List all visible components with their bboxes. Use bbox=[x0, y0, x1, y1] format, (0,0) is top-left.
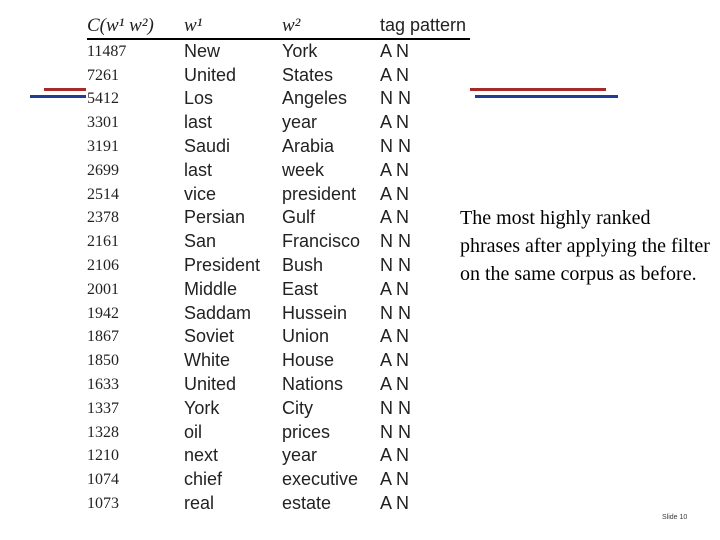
cell-tag: A N bbox=[380, 40, 410, 61]
slide-caption: The most highly ranked phrases after applying the filter on the same corpus as before. bbox=[460, 207, 710, 285]
cell-w1: last bbox=[184, 159, 213, 180]
cell-tag: N N bbox=[380, 254, 411, 275]
cell-count: 1850 bbox=[87, 352, 119, 370]
cell-w2: Hussein bbox=[282, 302, 348, 323]
cell-count: 2514 bbox=[87, 185, 119, 203]
cell-w2: York bbox=[282, 40, 318, 61]
header-w1: w¹ bbox=[184, 15, 203, 36]
cell-count: 1942 bbox=[87, 304, 119, 322]
cell-w2: States bbox=[282, 64, 334, 85]
cell-w1: White bbox=[184, 350, 231, 371]
header-tag-pattern: tag pattern bbox=[380, 15, 467, 35]
right-blue-rule bbox=[475, 95, 618, 98]
cell-w2: executive bbox=[282, 469, 359, 490]
cell-w1: Middle bbox=[184, 278, 238, 299]
cell-w1: Persian bbox=[184, 207, 246, 228]
cell-w1: Soviet bbox=[184, 326, 235, 347]
cell-count: 2378 bbox=[87, 209, 119, 227]
table-row bbox=[87, 230, 470, 254]
cell-w2: Angeles bbox=[282, 88, 348, 109]
cell-tag: A N bbox=[380, 350, 410, 371]
cell-w2: Francisco bbox=[282, 231, 361, 252]
cell-count: 5412 bbox=[87, 90, 119, 108]
cell-w2: Arabia bbox=[282, 135, 335, 156]
cell-tag: N N bbox=[380, 231, 411, 252]
cell-w2: House bbox=[282, 350, 335, 371]
cell-w2: Bush bbox=[282, 254, 324, 275]
cell-w1: York bbox=[184, 397, 220, 418]
left-blue-rule bbox=[30, 95, 86, 98]
slide-number: Slide 10 bbox=[662, 514, 688, 521]
cell-w2: president bbox=[282, 183, 357, 204]
cell-w1: oil bbox=[184, 421, 203, 442]
table-row bbox=[87, 39, 470, 64]
cell-w2: City bbox=[282, 397, 313, 418]
cell-tag: A N bbox=[380, 469, 410, 490]
cell-w2: Nations bbox=[282, 373, 344, 394]
cell-w2: Union bbox=[282, 326, 330, 347]
cell-w2: week bbox=[282, 159, 325, 180]
cell-w1: chief bbox=[184, 469, 223, 490]
cell-tag: A N bbox=[380, 207, 410, 228]
left-red-rule bbox=[44, 88, 86, 91]
cell-w1: New bbox=[184, 40, 221, 61]
table-row bbox=[87, 302, 470, 326]
cell-tag: N N bbox=[380, 88, 411, 109]
cell-w2: prices bbox=[282, 421, 331, 442]
cell-w1: Saddam bbox=[184, 302, 252, 323]
cell-w1: next bbox=[184, 445, 219, 466]
cell-count: 1074 bbox=[87, 471, 119, 489]
cell-tag: N N bbox=[380, 302, 411, 323]
cell-w1: vice bbox=[184, 183, 217, 204]
cell-tag: A N bbox=[380, 183, 410, 204]
phrase-table-container bbox=[87, 14, 470, 516]
cell-count: 11487 bbox=[87, 42, 127, 60]
cell-tag: A N bbox=[380, 159, 410, 180]
cell-w2: year bbox=[282, 112, 318, 133]
cell-tag: A N bbox=[380, 112, 410, 133]
table-row bbox=[87, 468, 470, 492]
cell-tag: A N bbox=[380, 445, 410, 466]
cell-w2: year bbox=[282, 445, 318, 466]
table-row bbox=[87, 159, 470, 183]
cell-tag: N N bbox=[380, 397, 411, 418]
cell-tag: N N bbox=[380, 135, 411, 156]
cell-w1: United bbox=[184, 373, 237, 394]
cell-count: 3301 bbox=[87, 114, 119, 132]
cell-w1: San bbox=[184, 231, 217, 252]
table-row bbox=[87, 397, 470, 421]
cell-w1: real bbox=[184, 492, 215, 513]
cell-w1: United bbox=[184, 64, 237, 85]
table-row bbox=[87, 278, 470, 302]
cell-w1: Saudi bbox=[184, 135, 231, 156]
cell-count: 7261 bbox=[87, 66, 119, 84]
cell-count: 1210 bbox=[87, 447, 119, 465]
cell-tag: A N bbox=[380, 64, 410, 85]
table-row bbox=[87, 64, 470, 88]
table-row bbox=[87, 206, 470, 230]
table-row bbox=[87, 325, 470, 349]
table-row bbox=[87, 111, 470, 135]
cell-count: 2161 bbox=[87, 233, 119, 251]
cell-w1: President bbox=[184, 254, 261, 275]
table-row bbox=[87, 492, 470, 516]
header-count: C(w¹ w²) bbox=[87, 15, 154, 36]
phrase-table bbox=[87, 14, 470, 516]
table-row bbox=[87, 349, 470, 373]
table-row bbox=[87, 421, 470, 445]
cell-tag: N N bbox=[380, 421, 411, 442]
cell-tag: A N bbox=[380, 492, 410, 513]
cell-tag: A N bbox=[380, 278, 410, 299]
table-body bbox=[87, 39, 470, 516]
cell-count: 1867 bbox=[87, 328, 119, 346]
cell-count: 1633 bbox=[87, 375, 119, 393]
cell-count: 2699 bbox=[87, 161, 119, 179]
right-red-rule bbox=[470, 88, 606, 91]
table-row bbox=[87, 444, 470, 468]
cell-count: 1328 bbox=[87, 423, 119, 441]
table-row bbox=[87, 87, 470, 111]
cell-count: 3191 bbox=[87, 137, 119, 155]
cell-w2: estate bbox=[282, 492, 332, 513]
table-row bbox=[87, 254, 470, 278]
cell-w1: Los bbox=[184, 88, 214, 109]
table-row bbox=[87, 135, 470, 159]
table-row bbox=[87, 183, 470, 207]
cell-tag: A N bbox=[380, 373, 410, 394]
cell-count: 1073 bbox=[87, 494, 119, 512]
cell-w2: Gulf bbox=[282, 207, 316, 228]
cell-count: 2106 bbox=[87, 256, 119, 274]
header-w2: w² bbox=[282, 15, 301, 36]
table-row bbox=[87, 373, 470, 397]
cell-w1: last bbox=[184, 112, 213, 133]
cell-tag: A N bbox=[380, 326, 410, 347]
cell-count: 1337 bbox=[87, 399, 119, 417]
cell-count: 2001 bbox=[87, 280, 119, 298]
table-header-row bbox=[87, 14, 470, 39]
cell-w2: East bbox=[282, 278, 319, 299]
